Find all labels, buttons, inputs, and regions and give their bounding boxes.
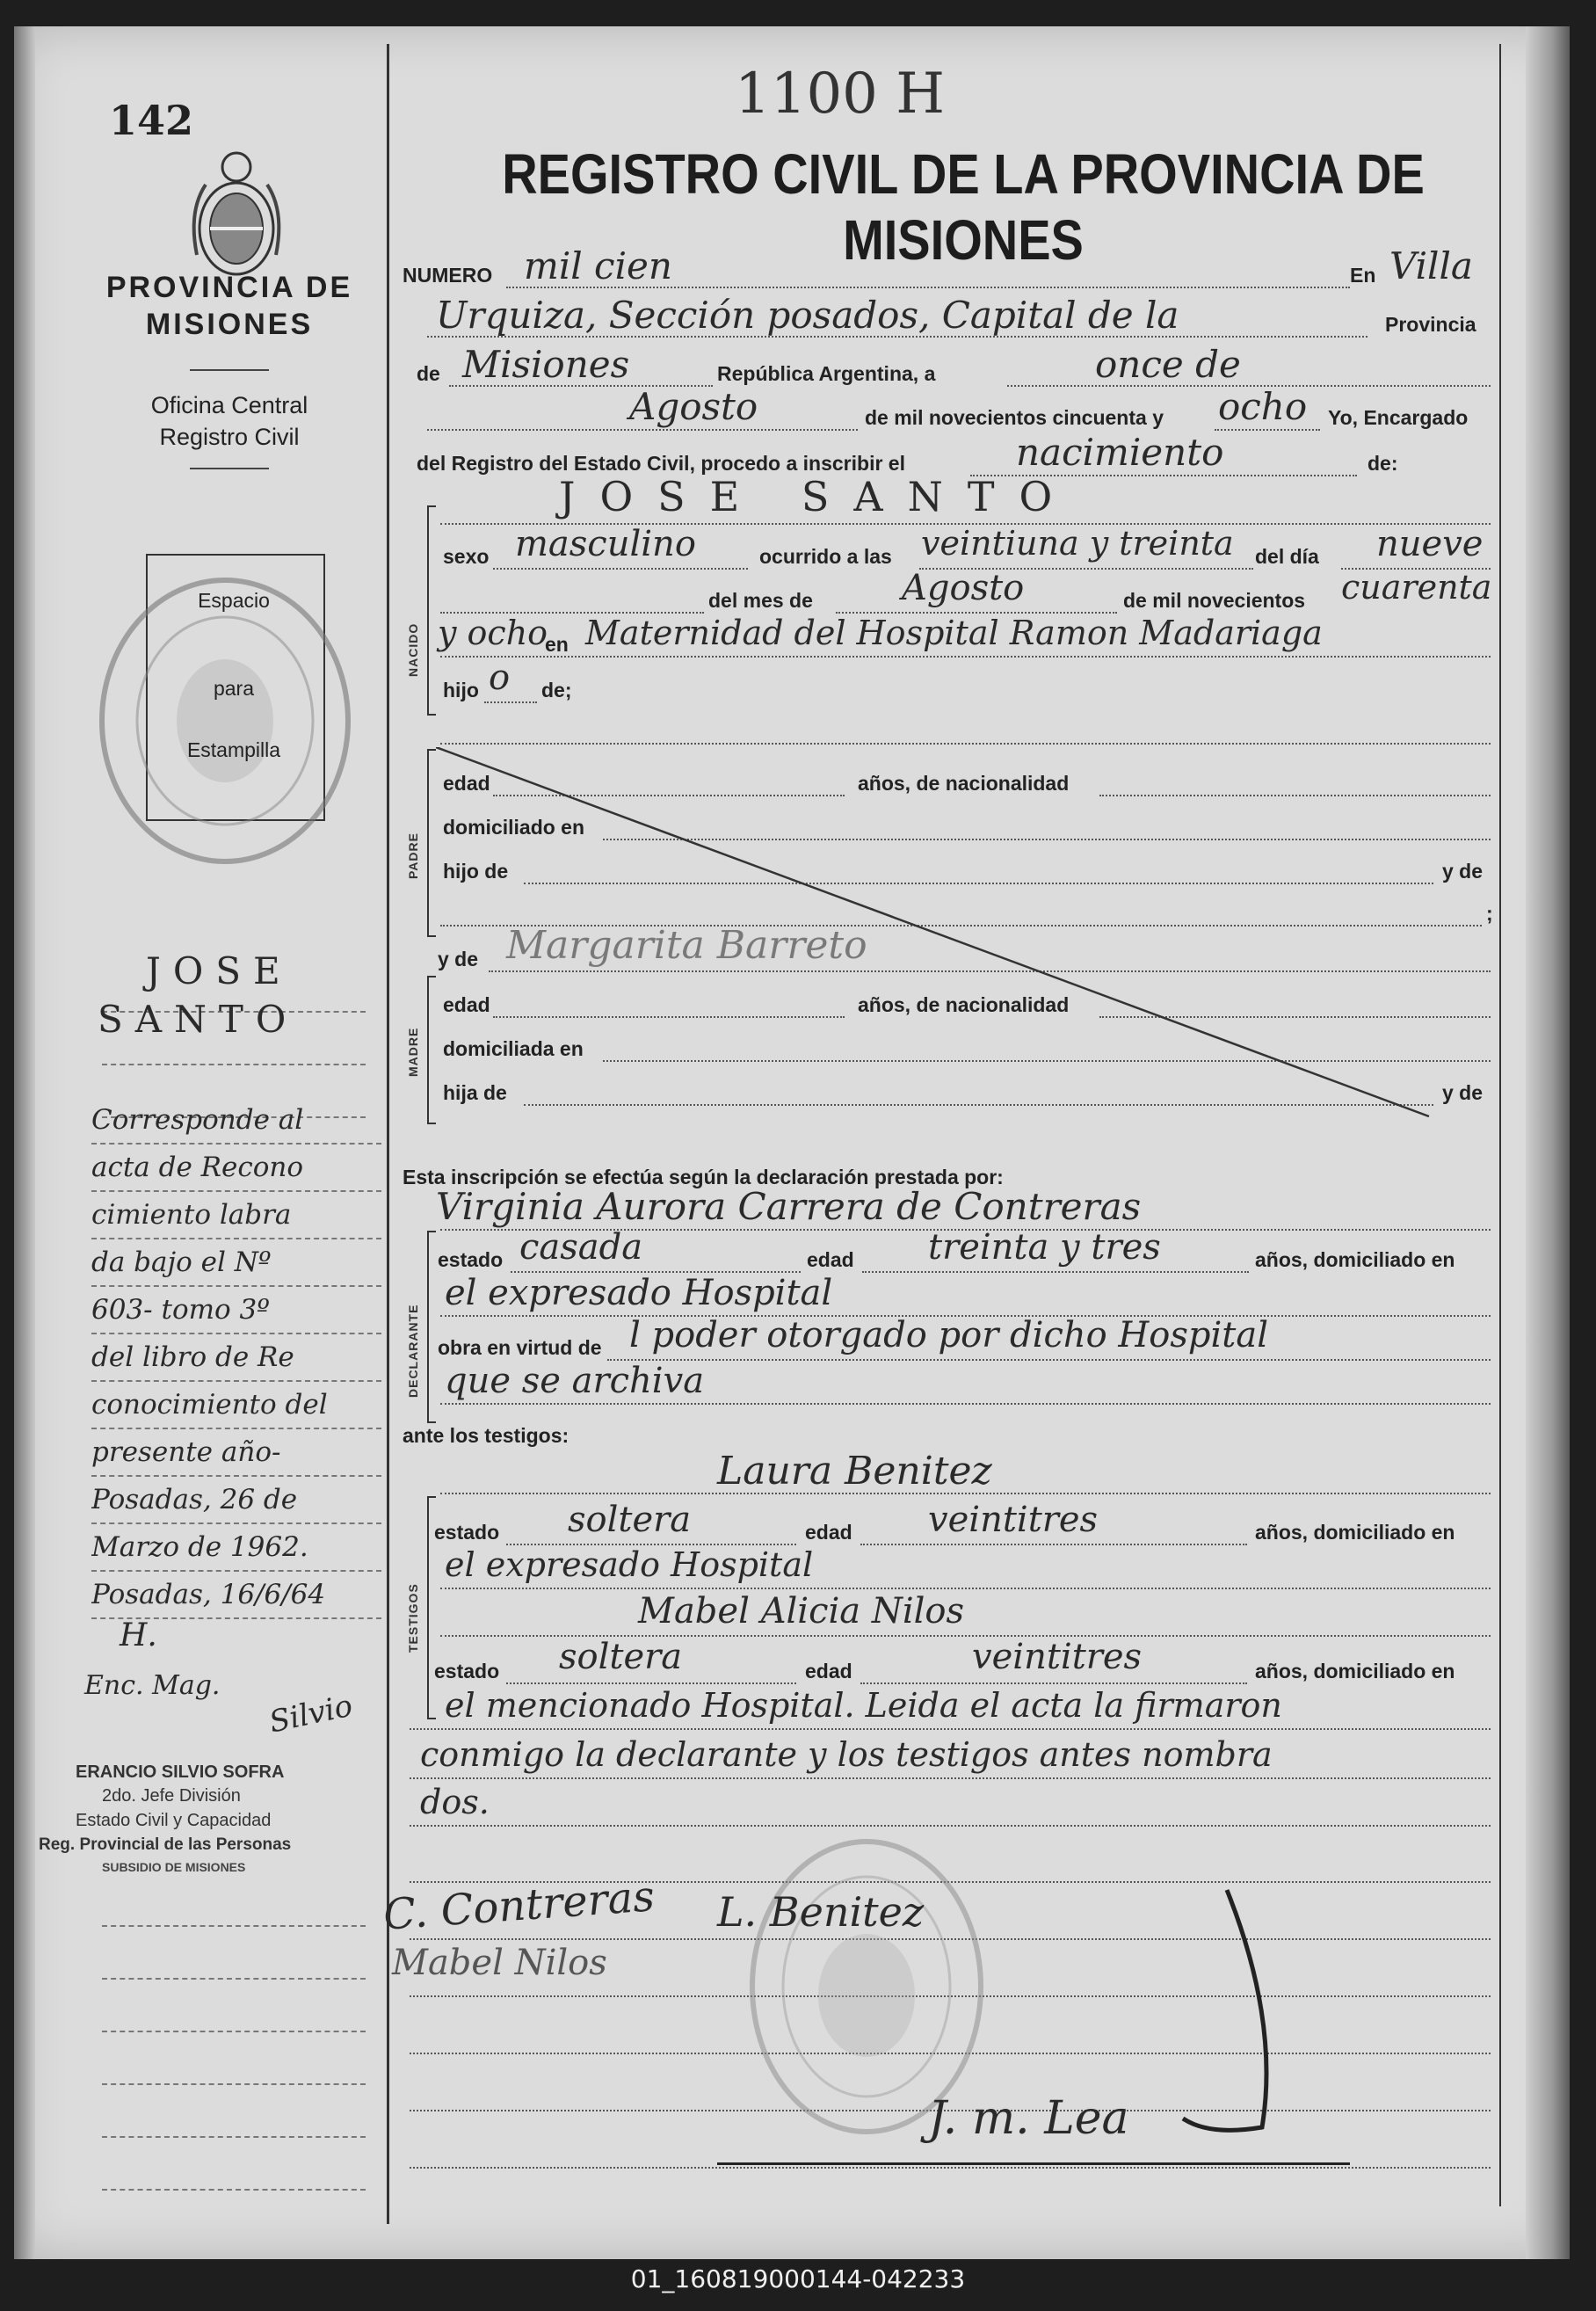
w2-dom-label: años, domiciliado en [1255, 1660, 1455, 1682]
act-value: nacimiento [1016, 431, 1224, 474]
margin-note-line: cimiento labra [91, 1192, 381, 1239]
margin-note-line: acta de Recono [91, 1145, 381, 1192]
del-mes-label: del mes de [708, 589, 813, 612]
obra-value2: que se archiva [445, 1361, 705, 1401]
margin-note-line: Posadas, 26 de [91, 1477, 381, 1524]
dotted-line [440, 1403, 1491, 1405]
handwritten-register-number: 1100 H [735, 62, 946, 127]
place-value: Urquiza, Sección posados, Capital de la [436, 294, 1179, 337]
w2-edad-label: edad [805, 1660, 852, 1682]
padre-tag: PADRE [406, 832, 420, 879]
hijo-value: o [489, 658, 511, 698]
dotted-line [493, 568, 748, 570]
madre-hija-de-label: hija de [443, 1081, 507, 1104]
argentine-coat-of-arms-icon [179, 141, 294, 290]
birth-place-value: Maternidad del Hospital Ramon Madariaga [585, 614, 1323, 652]
birth-day-value: nueve [1376, 524, 1484, 564]
de3-label: de; [541, 679, 572, 701]
margin-initials: H. [120, 1617, 157, 1653]
margin-abbrev: Enc. Mag. [84, 1670, 221, 1701]
signature-declarant: C. Contreras [381, 1871, 657, 1940]
province-value: Misiones [462, 343, 630, 386]
year-value: ocho [1218, 385, 1308, 428]
registro-label: del Registro del Estado Civil, procedo a inscribir el [417, 452, 905, 475]
madre-y-de-label: y de [438, 948, 479, 970]
official-line1: 2do. Jefe División [102, 1786, 241, 1806]
time-value: veintiuna y treinta [921, 524, 1234, 563]
madre-bracket [427, 976, 436, 1124]
month-value: Agosto [629, 385, 758, 428]
mil-nov-label: de mil novecientos [1123, 589, 1306, 612]
name-value: JOSE SANTO [559, 473, 1077, 520]
madre-tag: MADRE [406, 1027, 420, 1077]
witness1-dom: el expresado Hospital [445, 1545, 814, 1584]
sexo-value: masculino [515, 524, 696, 564]
padre-bracket [427, 749, 436, 937]
dotted-line [607, 1359, 1491, 1361]
padre-dom-label: domiciliado en [443, 816, 585, 839]
witness2-name: Mabel Alicia Nilos [638, 1591, 965, 1632]
testigos-label: ante los testigos: [403, 1424, 569, 1447]
margin-annotation [91, 1097, 381, 1619]
witness1-estado: soltera [568, 1500, 692, 1540]
dotted-line [427, 429, 858, 431]
padre-nac-label: años, de nacionalidad [858, 772, 1070, 795]
declarant-edad-label: edad [807, 1248, 854, 1271]
hijo-label: hijo [443, 679, 479, 701]
margin-note-line: presente año- [91, 1429, 381, 1477]
w1-edad-label: edad [805, 1521, 852, 1544]
margin-note-line: Corresponde al [91, 1097, 381, 1145]
stamp-space-label1: Espacio [198, 589, 270, 612]
dotted-line [410, 1825, 1491, 1827]
witness2-estado: soltera [559, 1637, 683, 1677]
province-line2: MISIONES [145, 308, 314, 341]
signature-officer: J. m. Lea [928, 2092, 1129, 2145]
birth-month-value: Agosto [902, 568, 1025, 608]
dotted-line [484, 701, 537, 703]
official-name: ERANCIO SILVIO SOFRA [76, 1762, 285, 1782]
cancellation-strike-line [436, 747, 1447, 1125]
year-label: de mil novecientos cincuenta y [865, 406, 1164, 429]
declarant-estado: casada [519, 1227, 643, 1268]
office-line2: Registro Civil [159, 424, 300, 450]
official-line2: Estado Civil y Capacidad [76, 1811, 272, 1830]
page-title: REGISTRO CIVIL DE LA PROVINCIA DE MISIONES [502, 142, 1425, 272]
closing-line3: dos. [420, 1783, 490, 1821]
birth-year-value: cuarenta [1341, 568, 1492, 607]
short-rule [190, 369, 269, 371]
dotted-line [440, 656, 1491, 658]
declarant-value: Virginia Aurora Carrera de Contreras [436, 1185, 1142, 1228]
declarante-tag: DECLARANTE [406, 1304, 420, 1398]
dotted-line [862, 1271, 1249, 1273]
dotted-line [410, 2167, 1491, 2169]
official-line3: Reg. Provincial de las Personas [39, 1835, 292, 1854]
padre-edad-label: edad [443, 772, 490, 795]
dotted-line [1215, 429, 1320, 431]
signature-witness1: L. Benitez [717, 1888, 925, 1936]
dotted-line [410, 1728, 1491, 1730]
yo-label: Yo, Encargado [1328, 406, 1469, 429]
dotted-line [440, 1588, 1491, 1589]
margin-name-line1: JOSE [146, 949, 293, 992]
closing-line2: conmigo la declarante y los testigos antes nombra [420, 1735, 1273, 1774]
official-signature: Silvio [265, 1688, 356, 1741]
dotted-line [440, 743, 1491, 745]
en-label: En [1350, 264, 1376, 287]
book-spine [1526, 26, 1570, 2259]
witness2-edad: veintitres [972, 1637, 1143, 1677]
birth-year-value2: y ocho [438, 614, 548, 652]
madre-nac-label: años, de nacionalidad [858, 993, 1070, 1016]
right-border-line [1499, 44, 1501, 2206]
madre-y-de-label2: y de [1442, 1081, 1484, 1104]
mother-value: Margarita Barreto [506, 923, 867, 968]
document-page [14, 26, 1570, 2259]
obra-value: l poder otorgado por dicho Hospital [629, 1315, 1269, 1355]
dotted-line [860, 1682, 1247, 1684]
witness1-edad: veintitres [928, 1500, 1099, 1540]
folio-number: 142 [109, 97, 194, 144]
declarant-dom: el expresado Hospital [445, 1273, 833, 1313]
w1-dom-label: años, domiciliado en [1255, 1521, 1455, 1544]
sexo-label: sexo [443, 545, 490, 568]
officer-signature-stroke [1174, 1864, 1350, 2145]
day-value: once de [1095, 343, 1241, 386]
dotted-line [506, 1682, 796, 1684]
w1-estado-label: estado [434, 1521, 500, 1544]
margin-note-line: del libro de Re [91, 1334, 381, 1382]
officer-signature-rule [717, 2162, 1350, 2165]
closing-line1: el mencionado Hospital. Leida el acta la firmaron [445, 1686, 1282, 1725]
official-line4: SUBSIDIO DE MISIONES [102, 1860, 246, 1874]
nacido-tag: NACIDO [406, 622, 420, 677]
stamp-space-label2: para [213, 677, 255, 700]
obra-label: obra en virtud de [438, 1336, 602, 1359]
dotted-line [410, 1777, 1491, 1779]
numero-value: mil cien [524, 244, 672, 287]
madre-dom-label: domiciliada en [443, 1037, 584, 1060]
de-label: de [417, 362, 440, 385]
madre-edad-label: edad [443, 993, 490, 1016]
declarante-bracket [427, 1231, 436, 1423]
nacido-bracket [427, 505, 436, 716]
margin-name-line2: SANTO [98, 998, 299, 1041]
signature-witness2: Mabel Nilos [392, 1943, 607, 1983]
declaracion-label: Esta inscripción se efectúa según la declaración prestada por: [403, 1166, 1004, 1188]
republica-label: República Argentina, a [717, 362, 936, 385]
margin-note-line: Marzo de 1962. [91, 1524, 381, 1572]
de2-label: de: [1367, 452, 1398, 475]
page-left-edge [14, 26, 35, 2259]
margin-note-line: conocimiento del [91, 1382, 381, 1429]
office-line1: Oficina Central [150, 392, 308, 418]
padre-semicolon: ; [1486, 902, 1493, 925]
numero-label: NUMERO [403, 264, 493, 287]
province-line1: PROVINCIA DE [105, 271, 353, 304]
stamp-space-label3: Estampilla [186, 738, 281, 761]
padre-y-de-label: y de [1442, 860, 1484, 883]
ocurrido-label: ocurrido a las [759, 545, 892, 568]
w2-estado-label: estado [434, 1660, 500, 1682]
witness1-name: Laura Benitez [717, 1449, 992, 1493]
en-label2: en [545, 633, 569, 656]
margin-note-line: 603- tomo 3º [91, 1287, 381, 1334]
testigos-tag: TESTIGOS [406, 1583, 420, 1653]
declarant-dom-label: años, domiciliado en [1255, 1248, 1455, 1271]
declarant-estado-label: estado [438, 1248, 504, 1271]
padre-hijo-de-label: hijo de [443, 860, 509, 883]
margin-note-line: da bajo el Nº [91, 1239, 381, 1287]
declarant-edad: treinta y tres [928, 1227, 1161, 1268]
short-rule-2 [190, 468, 269, 469]
en-value: Villa [1389, 244, 1473, 287]
del-dia-label: del día [1255, 545, 1319, 568]
dotted-line [860, 1544, 1247, 1545]
margin-note-line: Posadas, 16/6/64 [91, 1572, 381, 1619]
provincia-label: Provincia [1385, 313, 1476, 336]
image-caption: 01_160819000144-042233 [630, 2264, 966, 2293]
